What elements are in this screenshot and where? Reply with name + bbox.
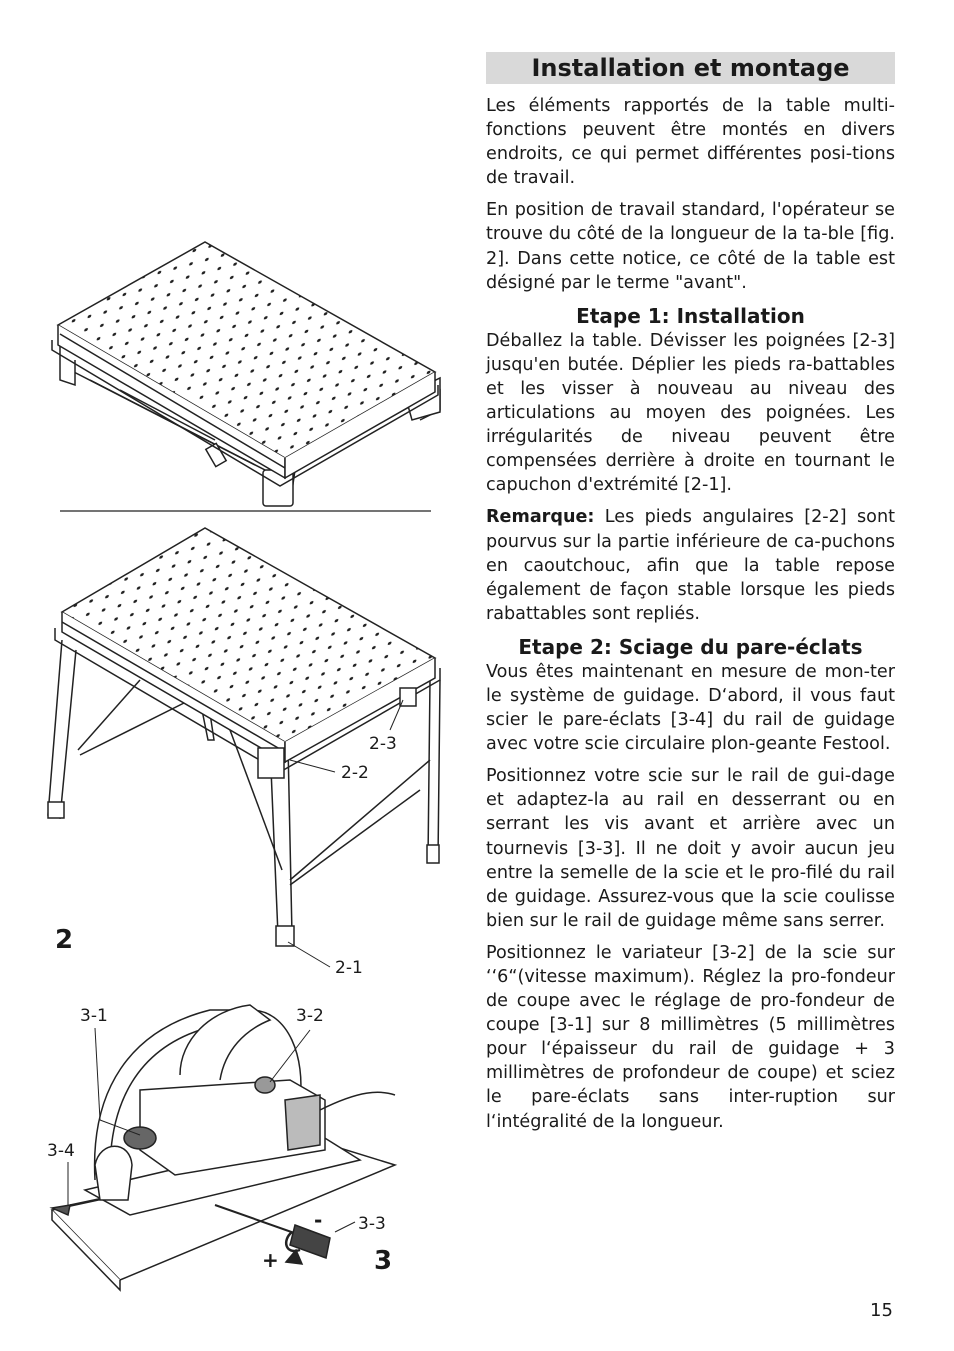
intro-paragraph-2: En position de travail standard, l'opérateur se trouve du côté de la longueur de la ta-ble [fig. 2]. Dans cette notice, ce côté de la table est désigné par le terme "avant". [486, 200, 895, 293]
page-number: 15 [870, 1300, 893, 1321]
section-heading: Installation et montage [486, 52, 895, 84]
step1-paragraph: Déballez la table. Dévisser les poignées [2-3] jusqu'en butée. Déplier les pieds ra-battables et les visser à nouveau au niveau des articulations au moyen des poignées. Les irrégularités de niveau peuvent être compensées derrière à droite en tournant le capuchon d'extrémité [2-1]. [486, 330, 895, 496]
note-text: Les pieds angulaires [2-2] sont pourvus sur la partie inférieure de ca-puchons en caoutchouc, afin que la table repose également de façon stable lorsque les pieds rabattables sont repliés. [486, 507, 895, 624]
step2-paragraph-1: Vous êtes maintenant en mesure de mon-ter le système de guidage. D‘abord, il vous faut scier le pare-éclats [3-4] du rail de guidage avec votre scie circulaire plon-geante Festool. [486, 661, 895, 755]
callout-3-3: 3-3 [358, 1214, 386, 1234]
step1-note [486, 505, 895, 625]
figure-3-number: 3 [374, 1246, 393, 1276]
minus-sign: - [314, 1208, 323, 1232]
callout-2-2: 2-2 [341, 763, 369, 783]
callout-2-3: 2-3 [369, 734, 397, 754]
callout-2-1: 2-1 [335, 958, 363, 978]
figures-column [0, 0, 470, 1351]
text-column [486, 52, 895, 1142]
step2-title: Etape 2: Sciage du pare-éclats [518, 634, 863, 659]
note-label: Remarque: [486, 507, 595, 528]
step2-paragraph-3: Positionnez le variateur [3-2] de la scie sur ‘‘6“(vitesse maximum). Réglez la pro-fondeur de coupe avec le réglage de pro-fondeur de coupe [3-1] sur 8 millimètres (5 millimètres pour l‘épaisseur du rail de guidage + 3 millimètres de profondeur de coupe) et sciez le pare-éclats sans inter-ruption sur l‘intégralité de la longueur. [486, 942, 895, 1132]
plus-sign: + [262, 1248, 279, 1272]
folded-table-illustration [52, 242, 440, 506]
callout-3-4: 3-4 [47, 1141, 75, 1161]
saw-illustration [52, 1005, 395, 1290]
callout-3-2: 3-2 [296, 1006, 324, 1026]
figure-2-number: 2 [55, 925, 74, 955]
step2-paragraph-2: Positionnez votre scie sur le rail de gui-dage et adaptez-la au rail en desserrant ou en serrant les vis avant et arrière avec un tournevis [3-3]. Il ne doit y avoir aucun jeu entre la semelle de la scie et le pro-filé du rail de guidage. Assurez-vous que la scie coulisse bien sur le rail de guidage même sans serrer. [486, 766, 895, 931]
intro-paragraph-1: Les éléments rapportés de la table multi-fonctions peuvent être montés en divers endroits, ce qui permet différentes posi-tions de travail. [486, 96, 895, 189]
step1-title: Etape 1: Installation [576, 303, 805, 328]
callout-3-1: 3-1 [80, 1006, 108, 1026]
